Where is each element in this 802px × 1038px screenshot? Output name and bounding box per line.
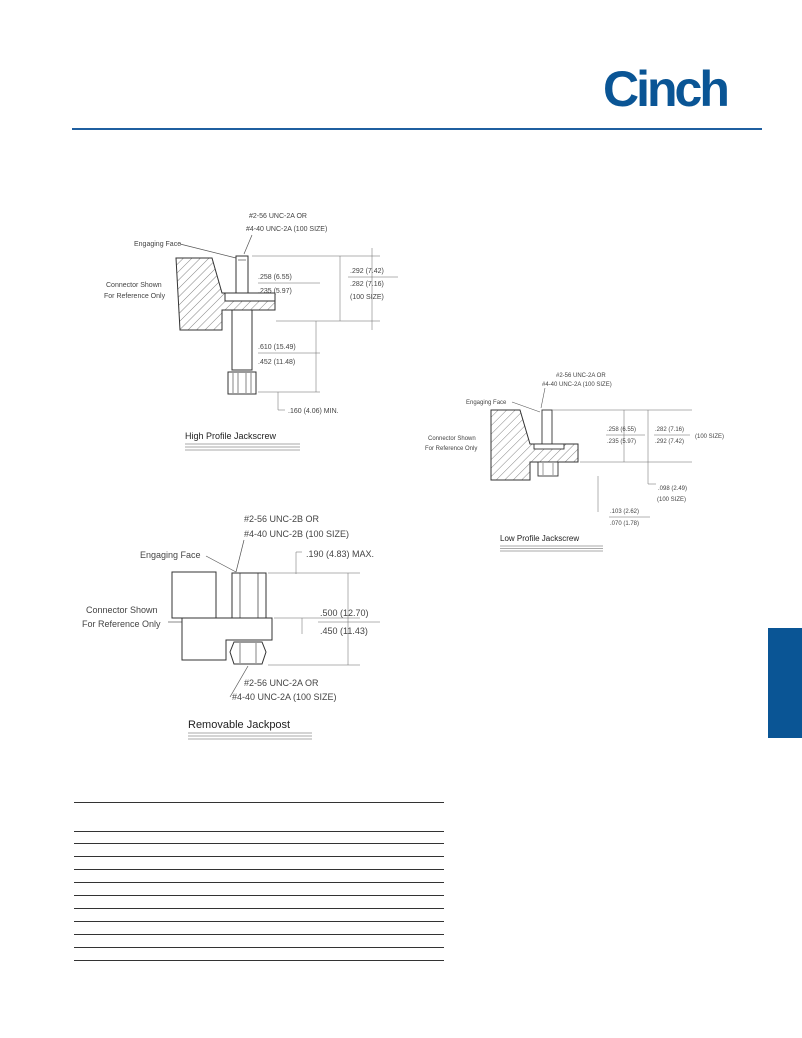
lp-thread-line2: #4-40 UNC-2A (100 SIZE): [542, 382, 612, 388]
hp-dim-282: .282 (7.16): [350, 281, 384, 288]
rj-thread-bot2: #4-40 UNC-2A (100 SIZE): [232, 692, 337, 702]
hp-dim-292: .292 (7.42): [350, 268, 384, 275]
lp-thread-line1: #2-56 UNC-2A OR: [556, 373, 606, 379]
low-profile-jackscrew-drawing: [425, 373, 724, 551]
table-rule: [74, 934, 444, 935]
rj-dim-450: .450 (11.43): [320, 626, 368, 636]
hp-dim-100size: (100 SIZE): [350, 294, 384, 301]
table-rule: [74, 921, 444, 922]
hp-dim-258: .258 (6.55): [258, 274, 292, 281]
table-rule: [74, 908, 444, 909]
removable-jackpost-drawing: [82, 514, 380, 739]
table-rule: [74, 869, 444, 870]
table-rule: [74, 960, 444, 961]
table-rule: [74, 947, 444, 948]
hp-dim-235: .235 (5.97): [258, 288, 292, 295]
hp-connector-line1: Connector Shown: [106, 282, 162, 289]
lp-dim-282: .282 (7.16): [655, 427, 685, 433]
hp-dim-160: .160 (4.06) MIN.: [288, 408, 339, 415]
lp-dim-292: .292 (7.42): [655, 439, 685, 445]
lp-dim-100size: (100 SIZE): [695, 434, 725, 440]
lp-title: Low Profile Jackscrew: [500, 534, 580, 543]
table-rule: [74, 856, 444, 857]
rj-thread-top1: #2-56 UNC-2B OR: [244, 514, 320, 524]
lp-connector-line2: For Reference Only: [425, 446, 478, 452]
hp-thread-line2: #4-40 UNC-2A (100 SIZE): [246, 226, 328, 233]
hp-thread-line1: #2-56 UNC-2A OR: [249, 213, 307, 220]
hp-engaging-face-label: Engaging Face: [134, 241, 182, 248]
rj-engaging-face-label: Engaging Face: [140, 550, 201, 560]
lp-dim-258: .258 (6.55): [607, 427, 637, 433]
lp-connector-line1: Connector Shown: [428, 436, 476, 442]
rj-dim-500: .500 (12.70): [320, 608, 369, 618]
rj-connector-line1: Connector Shown: [86, 605, 158, 615]
lp-dim-098: .098 (2.49): [658, 486, 688, 492]
table-rule: [74, 895, 444, 896]
table-rule: [74, 843, 444, 844]
lp-dim-235: .235 (5.97): [607, 439, 637, 445]
rj-dim-190: .190 (4.83) MAX.: [306, 549, 375, 559]
table-rule: [74, 802, 444, 803]
rj-thread-bot1: #2-56 UNC-2A OR: [244, 678, 319, 688]
lp-dim-098-size: (100 SIZE): [657, 497, 687, 503]
high-profile-jackscrew-drawing: [104, 213, 398, 450]
rj-connector-line2: For Reference Only: [82, 619, 161, 629]
lp-dim-103: .103 (2.62): [610, 509, 640, 515]
hp-dim-452: .452 (11.48): [258, 359, 296, 366]
rj-thread-top2: #4-40 UNC-2B (100 SIZE): [244, 529, 350, 539]
cinch-logo: Cinch: [603, 61, 727, 117]
lp-engaging-face-label: Engaging Face: [466, 400, 507, 406]
rj-title: Removable Jackpost: [188, 719, 291, 731]
lp-dim-070: .070 (1.78): [610, 521, 640, 527]
table-rule: [74, 831, 444, 832]
table-rule: [74, 882, 444, 883]
hp-connector-line2: For Reference Only: [104, 293, 166, 300]
hp-title: High Profile Jackscrew: [185, 431, 277, 441]
hp-dim-610: .610 (15.49): [258, 344, 296, 351]
